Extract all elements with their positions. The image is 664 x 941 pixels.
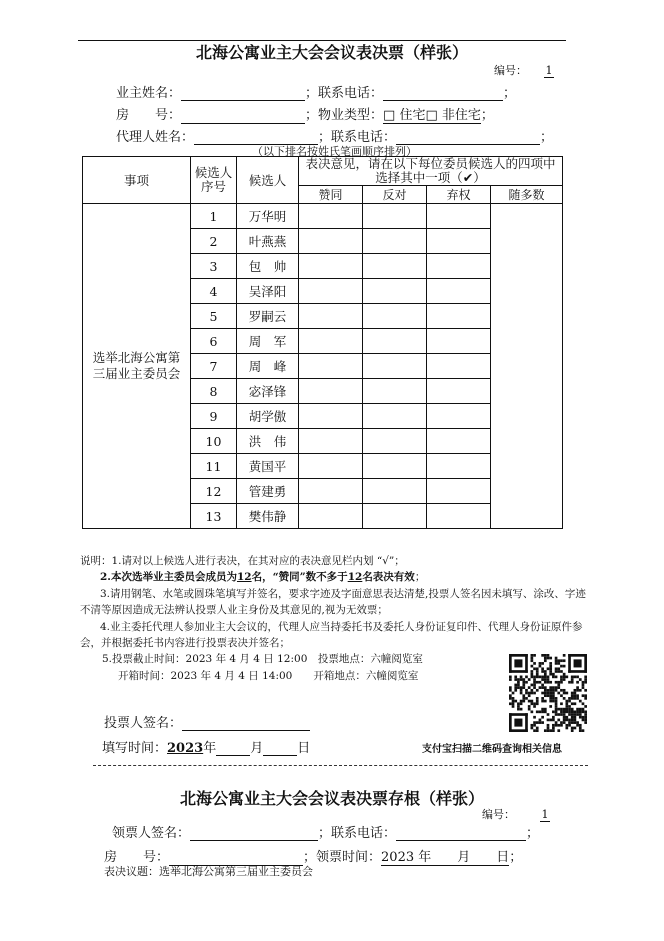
candidate-name: 宓泽锋 bbox=[237, 379, 299, 404]
candidate-name: 黄国平 bbox=[237, 454, 299, 479]
semicolon: ； bbox=[480, 108, 494, 123]
vote-oppose-cell[interactable] bbox=[363, 479, 427, 504]
note-6: 开箱时间：2023 年 4 月 4 日 14:00 开箱地点：六幢阅览室 bbox=[118, 669, 419, 682]
agent-phone-label: ；联系电话： bbox=[318, 130, 397, 145]
vote-oppose-cell[interactable] bbox=[363, 329, 427, 354]
candidate-no: 6 bbox=[191, 329, 237, 354]
option-approve: 赞同 bbox=[299, 186, 363, 204]
candidate-no: 11 bbox=[191, 454, 237, 479]
candidate-name: 周 峰 bbox=[237, 354, 299, 379]
vote-approve-cell[interactable] bbox=[299, 354, 363, 379]
vote-abstain-cell[interactable] bbox=[427, 454, 491, 479]
vote-approve-cell[interactable] bbox=[299, 254, 363, 279]
vote-oppose-cell[interactable] bbox=[363, 454, 427, 479]
stub-phone-field[interactable] bbox=[396, 826, 526, 841]
candidate-no: 7 bbox=[191, 354, 237, 379]
candidate-name: 周 军 bbox=[237, 329, 299, 354]
stub-number-label: 编号： bbox=[482, 808, 515, 821]
vote-approve-cell[interactable] bbox=[299, 279, 363, 304]
vote-approve-cell[interactable] bbox=[299, 329, 363, 354]
vote-approve-cell[interactable] bbox=[299, 204, 363, 229]
vote-oppose-cell[interactable] bbox=[363, 229, 427, 254]
room-row bbox=[116, 104, 494, 124]
voter-sign-label: 投票人签名： bbox=[104, 716, 183, 731]
owner-name-label: 业主姓名： bbox=[116, 86, 182, 101]
semicolon: ； bbox=[503, 86, 517, 101]
candidate-name: 万华明 bbox=[237, 204, 299, 229]
vote-approve-cell[interactable] bbox=[299, 479, 363, 504]
fill-year: 2023 bbox=[167, 741, 204, 756]
vote-approve-cell[interactable] bbox=[299, 404, 363, 429]
vote-approve-cell[interactable] bbox=[299, 504, 363, 529]
vote-abstain-cell[interactable] bbox=[427, 479, 491, 504]
candidate-name: 胡学傲 bbox=[237, 404, 299, 429]
agent-phone-field[interactable] bbox=[396, 130, 540, 145]
voter-sign-field[interactable] bbox=[182, 716, 310, 731]
candidate-no: 4 bbox=[191, 279, 237, 304]
candidate-name: 吴泽阳 bbox=[237, 279, 299, 304]
voter-sign-row bbox=[104, 712, 310, 731]
vote-oppose-cell[interactable] bbox=[363, 504, 427, 529]
option-oppose: 反对 bbox=[363, 186, 427, 204]
vote-abstain-cell[interactable] bbox=[427, 354, 491, 379]
vote-oppose-cell[interactable] bbox=[363, 279, 427, 304]
sort-note: （以下排名按姓氏笔画顺序排列） bbox=[252, 145, 417, 158]
header-candidate: 候选人 bbox=[237, 157, 299, 204]
owner-phone-field[interactable] bbox=[383, 86, 503, 101]
fill-day-field[interactable] bbox=[263, 741, 297, 756]
candidate-name: 罗嗣云 bbox=[237, 304, 299, 329]
note-2: 2.本次选举业主委员会成员为12名，“赞同”数不多于12名表决有效； bbox=[100, 571, 426, 584]
month-unit: 月 bbox=[250, 741, 264, 756]
room-label: 房 号： bbox=[116, 108, 182, 123]
room-field[interactable] bbox=[181, 109, 305, 124]
fill-time-label: 填写时间： bbox=[102, 741, 168, 756]
candidate-rows bbox=[83, 204, 563, 529]
candidate-name: 包 帅 bbox=[237, 254, 299, 279]
vote-oppose-cell[interactable] bbox=[363, 354, 427, 379]
receiver-row bbox=[112, 822, 539, 841]
stub-phone-label: ；联系电话： bbox=[318, 826, 397, 841]
qr-code-icon bbox=[509, 654, 587, 732]
option-abstain: 弃权 bbox=[427, 186, 491, 204]
property-type-label: ；物业类型： bbox=[305, 108, 384, 123]
semicolon: ； bbox=[540, 130, 554, 145]
owner-phone-label: ；联系电话： bbox=[305, 86, 384, 101]
vote-abstain-cell[interactable] bbox=[427, 304, 491, 329]
voting-table bbox=[82, 156, 563, 529]
vote-oppose-cell[interactable] bbox=[363, 404, 427, 429]
semicolon: ； bbox=[509, 850, 523, 865]
vote-approve-cell[interactable] bbox=[299, 429, 363, 454]
year-unit: 年 bbox=[203, 741, 217, 756]
candidate-no: 1 bbox=[191, 204, 237, 229]
vote-abstain-cell[interactable] bbox=[427, 429, 491, 454]
vote-approve-cell[interactable] bbox=[299, 304, 363, 329]
candidate-no: 3 bbox=[191, 254, 237, 279]
header-matter: 事项 bbox=[83, 157, 191, 204]
candidate-name: 管建勇 bbox=[237, 479, 299, 504]
table-row bbox=[83, 204, 563, 229]
vote-approve-cell[interactable] bbox=[299, 454, 363, 479]
vote-abstain-cell[interactable] bbox=[427, 504, 491, 529]
candidate-no: 8 bbox=[191, 379, 237, 404]
note-5: 5.投票截止时间：2023 年 4 月 4 日 12:00 投票地点：六幢阅览室 bbox=[102, 653, 423, 666]
vote-abstain-cell[interactable] bbox=[427, 279, 491, 304]
header-candidate-no: 候选人序号 bbox=[191, 157, 237, 204]
candidate-no: 5 bbox=[191, 304, 237, 329]
stub-number-value: 1 bbox=[541, 808, 549, 821]
candidate-no: 2 bbox=[191, 229, 237, 254]
owner-name-row bbox=[116, 82, 516, 101]
vote-oppose-cell[interactable] bbox=[363, 204, 427, 229]
note-3: 3.请用钢笔、水笔或圆珠笔填写并签名，要求字迹及字面意思表达清楚,投票人签名因未填写、涂改、字迹不清等原因造成无法辨认投票人业主身份及其意见的,视为无效票； bbox=[80, 587, 586, 617]
semicolon: ； bbox=[526, 826, 540, 841]
option-follow-majority: 随多数 bbox=[491, 186, 563, 204]
vote-abstain-cell[interactable] bbox=[427, 254, 491, 279]
vote-abstain-cell[interactable] bbox=[427, 204, 491, 229]
vote-oppose-cell[interactable] bbox=[363, 304, 427, 329]
day-unit: 日 bbox=[297, 741, 311, 756]
receiver-field[interactable] bbox=[190, 826, 318, 841]
receiver-label: 领票人签名： bbox=[112, 826, 191, 841]
stub-room-label: 房 号： bbox=[104, 850, 170, 865]
vote-approve-cell[interactable] bbox=[299, 229, 363, 254]
candidate-no: 12 bbox=[191, 479, 237, 504]
agent-name-label: 代理人姓名： bbox=[116, 130, 195, 145]
property-type-options[interactable]: □ 住宅□ 非住宅 bbox=[383, 108, 481, 123]
vote-approve-cell[interactable] bbox=[299, 379, 363, 404]
candidate-no: 9 bbox=[191, 404, 237, 429]
candidate-name: 洪 伟 bbox=[237, 429, 299, 454]
stub-title: 北海公寓业主大会会议表决票存根（样张） bbox=[179, 789, 484, 808]
fill-time-row bbox=[102, 737, 310, 756]
vote-oppose-cell[interactable] bbox=[363, 429, 427, 454]
collect-time-label: ；领票时间： bbox=[303, 850, 382, 865]
qr-caption: 支付宝扫描二维码查询相关信息 bbox=[422, 744, 562, 755]
vote-abstain-cell[interactable] bbox=[427, 379, 491, 404]
vote-follow-majority-cell[interactable] bbox=[491, 204, 563, 529]
ballot-number-label: 编号： bbox=[494, 64, 527, 77]
candidate-no: 13 bbox=[191, 504, 237, 529]
fill-month-field[interactable] bbox=[216, 741, 250, 756]
note-1: 说明：1.请对以上候选人进行表决，在其对应的表决意见栏内划 “√”； bbox=[80, 555, 405, 567]
candidate-no: 10 bbox=[191, 429, 237, 454]
vote-oppose-cell[interactable] bbox=[363, 254, 427, 279]
vote-oppose-cell[interactable] bbox=[363, 379, 427, 404]
candidate-name: 叶燕燕 bbox=[237, 229, 299, 254]
collect-time-value[interactable]: 2023 年 月 日 bbox=[381, 850, 510, 865]
vote-abstain-cell[interactable] bbox=[427, 229, 491, 254]
stub-subject: 表决议题：选举北海公寓第三届业主委员会 bbox=[104, 865, 313, 878]
vote-abstain-cell[interactable] bbox=[427, 404, 491, 429]
header-opinion: 表决意见，请在以下每位委员候选人的四项中选择其中一项（✔） bbox=[299, 157, 563, 186]
note-4: 4.业主委托代理人参加业主大会议的，代理人应当持委托书及委托人身份证复印件、代理人身份证原件参会，并根据委托书内容进行投票表决并签名； bbox=[80, 620, 583, 650]
matter-cell: 选举北海公寓第三届业主委员会 bbox=[83, 204, 191, 529]
cut-line bbox=[93, 765, 588, 766]
candidate-name: 樊伟静 bbox=[237, 504, 299, 529]
owner-name-field[interactable] bbox=[181, 86, 305, 101]
vote-abstain-cell[interactable] bbox=[427, 329, 491, 354]
ballot-title: 北海公寓业主大会会议表决票（样张） bbox=[195, 43, 468, 62]
ballot-number-value: 1 bbox=[545, 64, 553, 77]
